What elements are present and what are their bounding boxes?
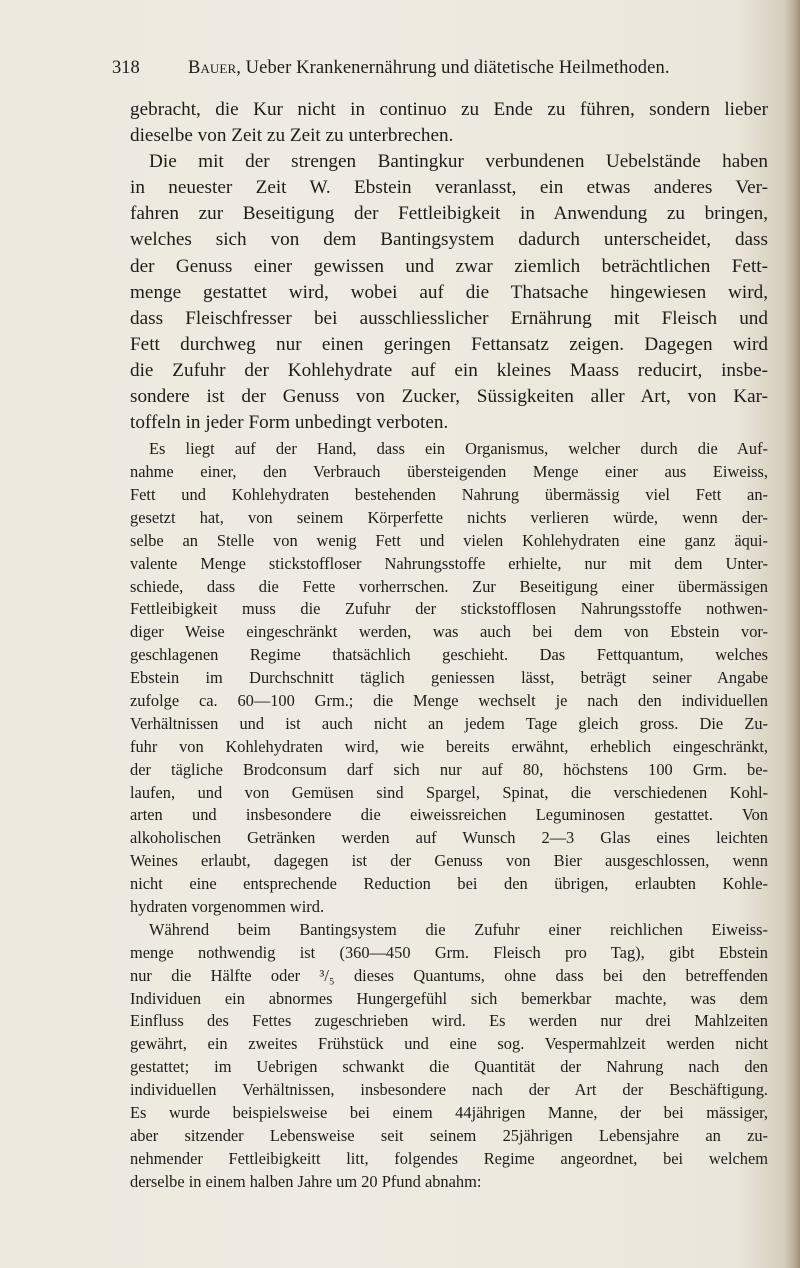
text-line: laufen, und von Gemüsen sind Spargel, Spinat, die verschiedenen Kohl-	[130, 782, 768, 802]
text-line: der Genuss einer gewissen und zwar ziemlich beträchtlichen Fett-	[130, 255, 768, 277]
paragraph-intro	[130, 97, 768, 436]
text-line: schiede, dass die Fette vorherrschen. Zur Beseitigung einer übermässigen	[130, 576, 768, 596]
text-line: hydraten vorgenommen wird.	[130, 897, 325, 917]
text-line: nehmender Fettleibigkeitt litt, folgendes Regime angeordnet, bei welchem	[130, 1148, 768, 1168]
text-line: fuhr von Kohlehydraten wird, wie bereits erwähnt, erheblich eingeschränkt,	[130, 736, 768, 756]
running-title	[188, 58, 670, 79]
page-gutter-shadow	[784, 0, 800, 1268]
text-line: valente Menge stickstoffloser Nahrungsstoffe erhielte, nur mit dem Unter-	[130, 553, 768, 573]
paragraph-ebstein-explanation	[130, 438, 768, 1193]
text-line: sondere ist der Genuss von Zucker, Süssigkeiten aller Art, von Kar-	[130, 386, 768, 408]
text-line: Während beim Bantingsystem die Zufuhr einer reichlichen Eiweiss-	[149, 919, 768, 939]
text-line: Fett und Kohlehydraten bestehenden Nahrung übermässig viel Fett an-	[130, 485, 768, 504]
text-line: fahren zur Beseitigung der Fettleibigkeit in Anwendung zu bringen,	[130, 203, 768, 225]
text-line: menge nothwendig ist (360—450 Grm. Fleisch pro Tag), gibt Ebstein	[130, 942, 768, 962]
text-line: nicht eine entsprechende Reduction bei den übrigen, erlaubten Kohle-	[130, 874, 768, 894]
page-number: 318	[112, 58, 140, 78]
text-line: Fettleibigkeit muss die Zufuhr der stickstofflosen Nahrungsstoffe nothwen-	[130, 599, 768, 619]
text-line: gestattet; im Uebrigen schwankt die Quantität der Nahrung nach den	[130, 1057, 768, 1077]
text-line: in neuester Zeit W. Ebstein veranlasst, ein etwas anderes Ver-	[130, 177, 768, 199]
text-line: Fett durchweg nur einen geringen Fettansatz zeigen. Dagegen wird	[130, 333, 768, 355]
text-line: Ebstein im Durchschnitt täglich geniessen lässt, beträgt seiner Angabe	[130, 668, 768, 688]
text-line: Es liegt auf der Hand, dass ein Organismus, welcher durch die Auf-	[149, 439, 768, 459]
running-head	[112, 58, 762, 84]
text-line: gesetzt hat, von seinem Körperfette nichts verlieren würde, wenn der-	[130, 507, 768, 527]
text-line: die Zufuhr der Kohlehydrate auf ein kleines Maass reducirt, insbe-	[130, 359, 768, 381]
text-line: Die mit der strengen Bantingkur verbundenen Uebelstände haben	[149, 151, 768, 173]
text-line: nahme einer, den Verbrauch übersteigenden Menge einer aus Eiweiss,	[130, 462, 768, 482]
running-title-author: Bauer	[188, 58, 237, 78]
text-line: arten und insbesondere die eiweissreichen Leguminosen gestattet. Von	[130, 805, 768, 825]
text-line: geschlagenen Regime thatsächlich geschieht. Das Fettquantum, welches	[130, 645, 768, 665]
text-line: alkoholischen Getränken werden auf Wunsch 2—3 Glas eines leichten	[130, 828, 768, 848]
text-line: menge gestattet wird, wobei auf die Thatsache hingewiesen wird,	[130, 281, 768, 303]
text-line: welches sich von dem Bantingsystem dadurch unterscheidet, dass	[130, 229, 768, 251]
body-text	[130, 97, 768, 1194]
text-line: Einfluss des Fettes zugeschrieben wird. Es werden nur drei Mahlzeiten	[130, 1011, 768, 1031]
text-line: gebracht, die Kur nicht in continuo zu Ende zu führen, sondern lieber	[130, 99, 768, 120]
text-line: dieselbe von Zeit zu Zeit zu unterbrechen.	[130, 125, 454, 147]
text-line: diger Weise eingeschränkt werden, was auch bei dem von Ebstein vor-	[130, 622, 768, 642]
text-line: aber sitzender Lebensweise seit seinem 25jährigen Lebensjahre an zu-	[130, 1125, 768, 1145]
text-line: Individuen ein abnormes Hungergefühl sich bemerkbar machte, was dem	[130, 988, 768, 1008]
text-line: Verhältnissen und ist auch nicht an jedem Tage gleich gross. Die Zu-	[130, 713, 768, 733]
text-line: derselbe in einem halben Jahre um 20 Pfund abnahm:	[130, 1171, 482, 1191]
text-line: individuellen Verhältnissen, insbesondere nach der Art der Beschäftigung.	[130, 1080, 768, 1100]
text-line: gewährt, ein zweites Frühstück und eine sog. Vespermahlzeit werden nicht	[130, 1034, 768, 1054]
text-line: Es wurde beispielsweise bei einem 44jährigen Manne, der bei mässiger,	[130, 1103, 768, 1123]
text-line: dass Fleischfresser bei ausschliesslicher Ernährung mit Fleisch und	[130, 307, 768, 329]
text-line: zufolge ca. 60—100 Grm.; die Menge wechselt je nach den individuellen	[130, 691, 768, 711]
running-title-rest: , Ueber Krankenernährung und diätetische Heilmethoden.	[236, 58, 670, 78]
text-line: selbe an Stelle von wenig Fett und vielen Kohlehydraten eine ganz äqui-	[130, 530, 768, 550]
text-line: Weines erlaubt, dagegen ist der Genuss von Bier ausgeschlossen, wenn	[130, 851, 768, 871]
text-line: toffeln in jeder Form unbedingt verboten.	[130, 412, 449, 434]
text-line: nur die Hälfte oder ³/₅ dieses Quantums, ohne dass bei den betreffenden	[130, 965, 768, 985]
text-line: der tägliche Brodconsum darf sich nur auf 80, höchstens 100 Grm. be-	[130, 759, 768, 779]
